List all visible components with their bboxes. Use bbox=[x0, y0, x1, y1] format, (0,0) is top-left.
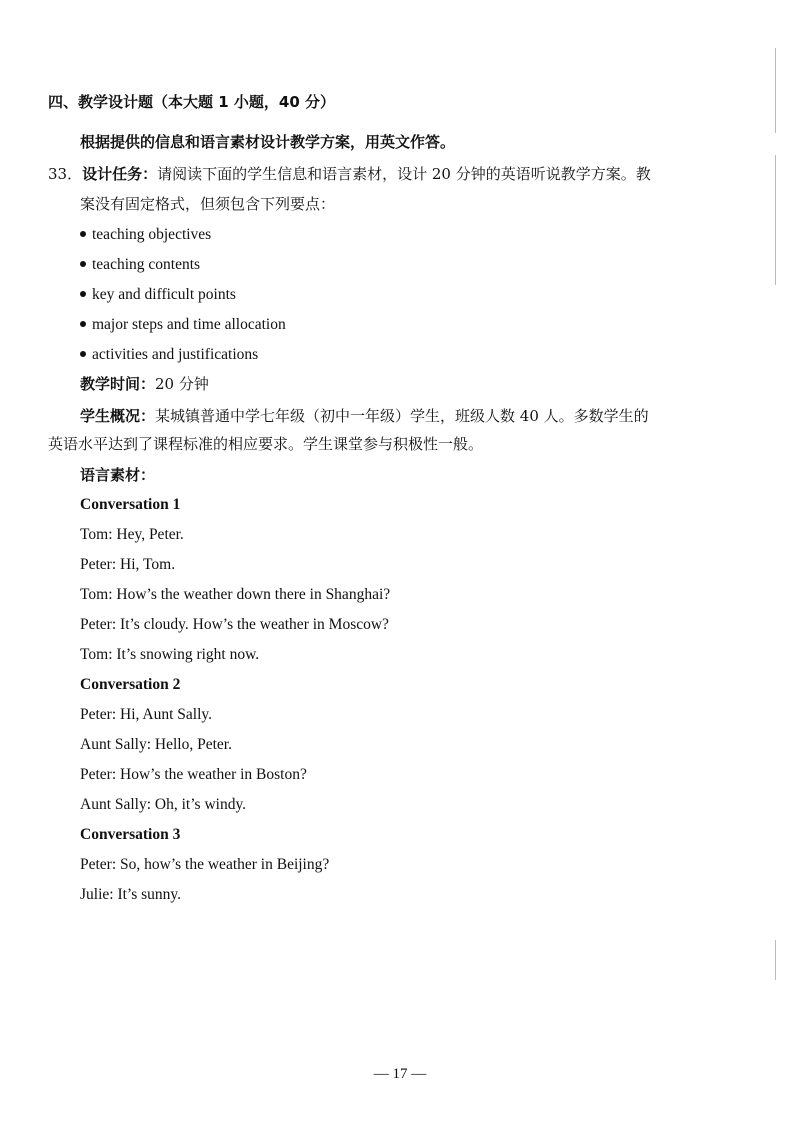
bullet-icon bbox=[80, 261, 86, 267]
scan-edge-mark bbox=[775, 940, 776, 980]
page-number: — 17 — bbox=[373, 1066, 427, 1082]
section-title: 四、教学设计题（本大题 1 小题，40 分） bbox=[48, 93, 335, 111]
scan-edge-mark bbox=[775, 48, 776, 133]
question-block bbox=[48, 164, 651, 184]
list-item: major steps and time allocation bbox=[80, 315, 286, 335]
dialogue-line: Tom: Hey, Peter. bbox=[80, 526, 184, 543]
dialogue-line: Peter: How’s the weather in Boston? bbox=[80, 766, 307, 783]
list-item: activities and justifications bbox=[80, 345, 258, 365]
question-number: 33． bbox=[48, 165, 83, 183]
dialogue-line: Peter: Hi, Tom. bbox=[80, 556, 176, 573]
teaching-time bbox=[80, 374, 209, 394]
dialogue-line: Aunt Sally: Hello, Peter. bbox=[80, 736, 232, 753]
bullet-icon bbox=[80, 291, 86, 297]
scan-edge-mark bbox=[775, 155, 776, 285]
bullet-icon bbox=[80, 351, 86, 357]
bullet-icon bbox=[80, 321, 86, 327]
dialogue-line: Aunt Sally: Oh, it’s windy. bbox=[80, 796, 247, 813]
dialogue-line: Peter: So, how’s the weather in Beijing? bbox=[80, 856, 330, 873]
dialogue-line: Tom: It’s snowing right now. bbox=[80, 646, 260, 663]
list-item: teaching contents bbox=[80, 255, 200, 275]
question-label: 设计任务： bbox=[82, 165, 158, 183]
question-text-line1: 请阅读下面的学生信息和语言素材，设计 20 分钟的英语听说教学方案。教 bbox=[157, 165, 651, 183]
teaching-time-value: 20 分钟 bbox=[155, 375, 209, 393]
list-item: teaching objectives bbox=[80, 225, 211, 245]
conversation-title: Conversation 3 bbox=[80, 826, 181, 843]
dialogue-line: Tom: How’s the weather down there in Shanghai? bbox=[80, 586, 391, 603]
dialogue-line: Peter: It’s cloudy. How’s the weather in Moscow? bbox=[80, 616, 389, 633]
student-profile bbox=[80, 406, 649, 426]
instruction-text: 根据提供的信息和语言素材设计教学方案，用英文作答。 bbox=[80, 133, 456, 151]
question-text-line2: 案没有固定格式，但须包含下列要点： bbox=[80, 195, 336, 213]
dialogue-line: Peter: Hi, Aunt Sally. bbox=[80, 706, 213, 723]
teaching-time-label: 教学时间： bbox=[80, 375, 156, 393]
materials-label: 语言素材： bbox=[80, 466, 156, 484]
conversation-title: Conversation 2 bbox=[80, 676, 181, 693]
dialogue-line: Julie: It’s sunny. bbox=[80, 886, 182, 903]
bullet-icon bbox=[80, 231, 86, 237]
list-item: key and difficult points bbox=[80, 285, 236, 305]
student-profile-label: 学生概况： bbox=[80, 407, 156, 425]
student-profile-line2: 英语水平达到了课程标准的相应要求。学生课堂参与积极性一般。 bbox=[48, 435, 484, 453]
student-profile-line1: 某城镇普通中学七年级（初中一年级）学生，班级人数 40 人。多数学生的 bbox=[155, 407, 649, 425]
conversation-title: Conversation 1 bbox=[80, 496, 181, 513]
